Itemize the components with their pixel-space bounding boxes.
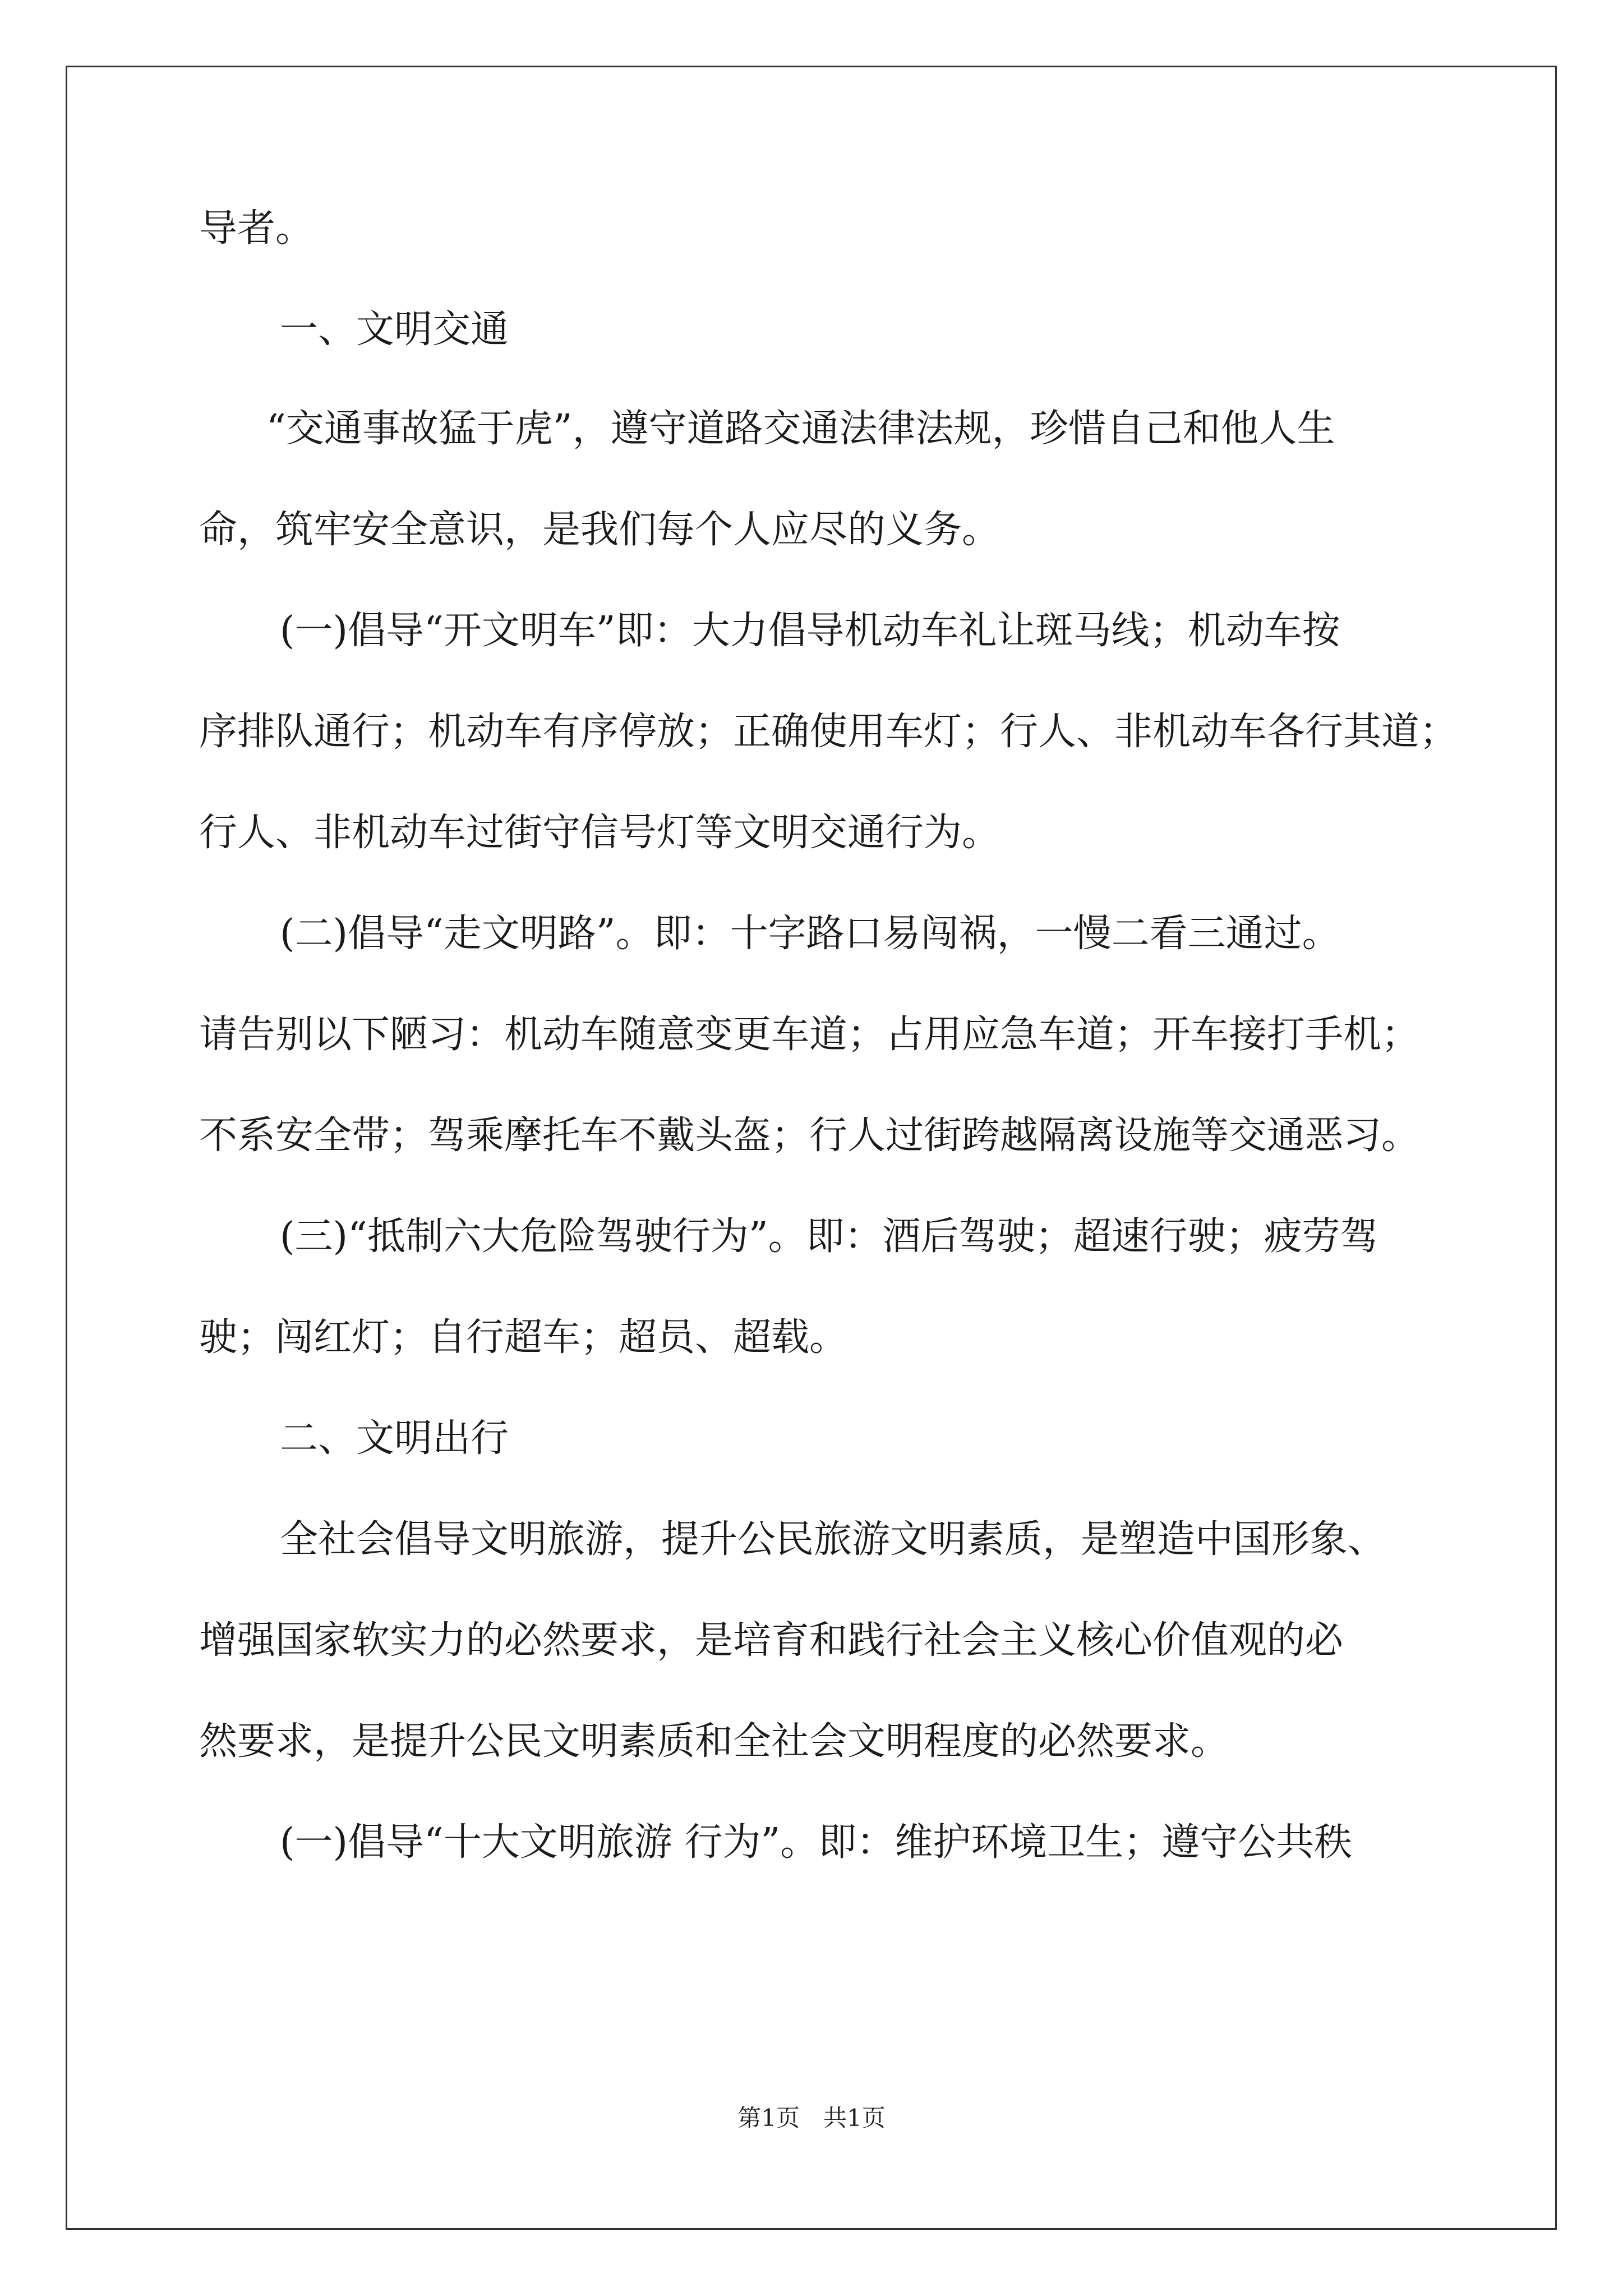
paragraph-line: (三)“抵制六大危险驾驶行为”。即：酒后驾驶；超速行驶；疲劳驾 (280, 1214, 1378, 1259)
paragraph-line: (一)倡导“十大文明旅游 行为”。即：维护环境卫生；遵守公共秩 (280, 1820, 1353, 1865)
paragraph-line: 序排队通行；机动车有序停放；正确使用车灯；行人、非机动车各行其道； (199, 710, 1458, 754)
section-heading: 二、文明出行 (280, 1416, 509, 1461)
paragraph-line: 命，筑牢安全意识，是我们每个人应尽的义务。 (199, 508, 1000, 552)
paragraph-line: 行人、非机动车过街守信号灯等文明交通行为。 (199, 811, 1000, 855)
paragraph-line: (一)倡导“开文明车”即：大力倡导机动车礼让斑马线；机动车按 (280, 609, 1340, 653)
page-footer: 第1页 共1页 (737, 2104, 886, 2132)
paragraph-line: 然要求，是提升公民文明素质和全社会文明程度的必然要求。 (199, 1719, 1229, 1764)
paragraph-line: 全社会倡导文明旅游，提升公民旅游文明素质，是塑造中国形象、 (280, 1517, 1386, 1562)
paragraph-line: 请告别以下陋习：机动车随意变更车道；占用应急车道；开车接打手机； (199, 1013, 1420, 1057)
paragraph-line: 不系安全带；驾乘摩托车不戴头盔；行人过街跨越隔离设施等交通恶习。 (199, 1114, 1420, 1158)
paragraph-line: 导者。 (199, 206, 314, 251)
paragraph-line: (二)倡导“走文明路”。即：十字路口易闯祸，一慢二看三通过。 (280, 912, 1340, 956)
paragraph-line: 驶；闯红灯；自行超车；超员、超载。 (199, 1315, 848, 1360)
paragraph-line: 增强国家软实力的必然要求，是培育和践行社会主义核心价值观的必 (199, 1618, 1344, 1663)
paragraph-line: “交通事故猛于虎”，遵守道路交通法律法规，珍惜自己和他人生 (266, 407, 1335, 451)
section-heading: 一、文明交通 (280, 307, 509, 352)
